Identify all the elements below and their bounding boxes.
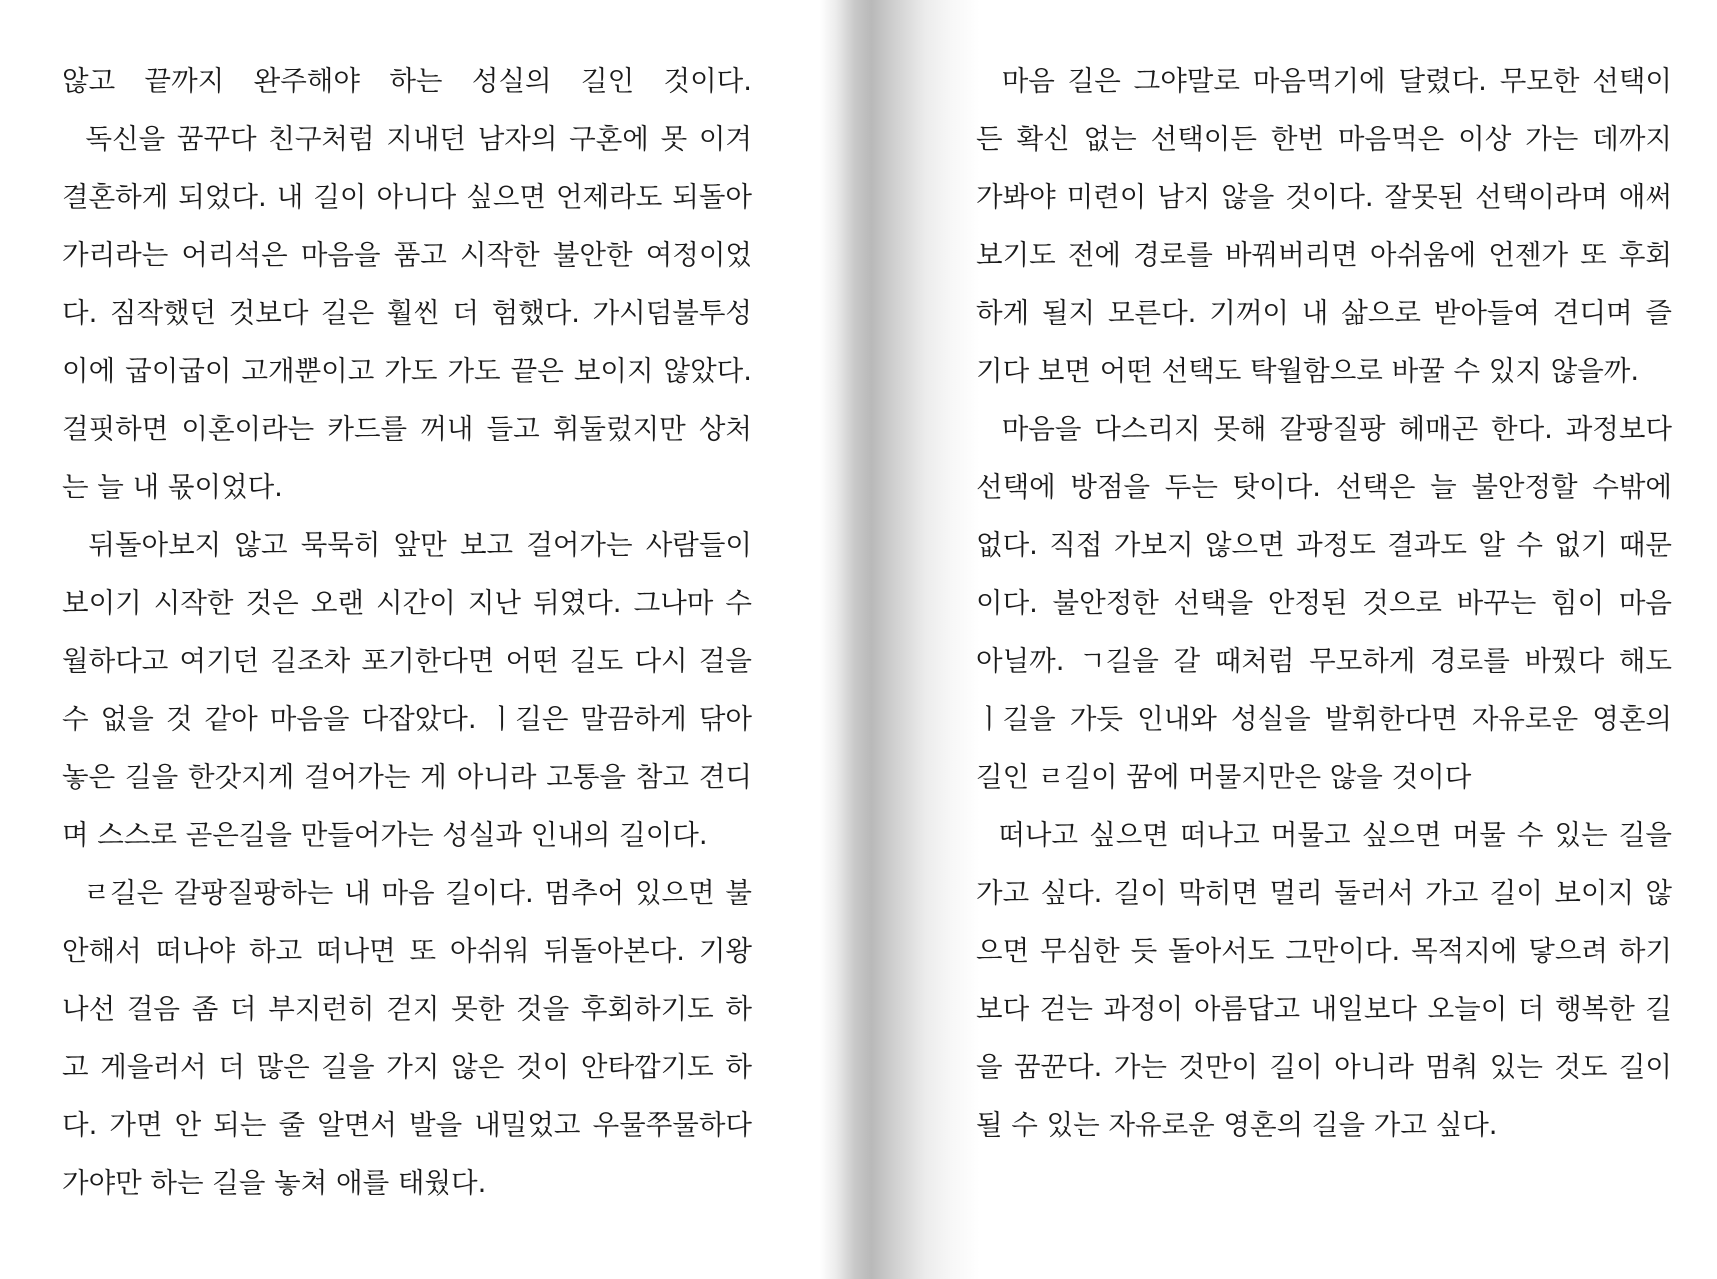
text-line: 뒤돌아보지 않고 묵묵히 앞만 보고 걸어가는 사람들이: [62, 529, 752, 561]
text-line: 결혼하게 되었다. 내 길이 아니다 싶으면 언제라도 되돌아: [62, 181, 752, 213]
text-line: 없다. 직접 가보지 않으면 과정도 결과도 알 수 없기 때문: [976, 529, 1672, 561]
text-line: 다. 가면 안 되는 줄 알면서 발을 내밀었고 우물쭈물하다: [62, 1109, 752, 1141]
text-line: 보이기 시작한 것은 오랜 시간이 지난 뒤였다. 그나마 수: [62, 587, 752, 619]
text-line: 을 꿈꾼다. 가는 것만이 길이 아니라 멈춰 있는 것도 길이: [976, 1051, 1672, 1083]
text-line: 보다 걷는 과정이 아름답고 내일보다 오늘이 더 행복한 길: [976, 993, 1672, 1025]
text-line: 떠나고 싶으면 떠나고 머물고 싶으면 머물 수 있는 길을: [976, 819, 1672, 851]
text-line: 이에 굽이굽이 고개뿐이고 가도 가도 끝은 보이지 않았다.: [62, 355, 752, 387]
text-line: 않고 끝까지 완주해야 하는 성실의 길인 것이다.: [62, 65, 752, 97]
text-line: 나선 걸음 좀 더 부지런히 걷지 못한 것을 후회하기도 하: [62, 993, 752, 1025]
text-line: ㄹ길은 갈팡질팡하는 내 마음 길이다. 멈추어 있으면 불: [62, 877, 752, 909]
text-line: 고 게을러서 더 많은 길을 가지 않은 것이 안타깝기도 하: [62, 1051, 752, 1083]
text-line: ㅣ길을 가듯 인내와 성실을 발휘한다면 자유로운 영혼의: [976, 703, 1672, 735]
text-line: 하게 될지 모른다. 기꺼이 내 삶으로 받아들여 견디며 즐: [976, 297, 1672, 329]
text-line: 가리라는 어리석은 마음을 품고 시작한 불안한 여정이었: [62, 239, 752, 271]
text-line: 월하다고 여기던 길조차 포기한다면 어떤 길도 다시 걸을: [62, 645, 752, 677]
text-line: 가고 싶다. 길이 막히면 멀리 둘러서 가고 길이 보이지 않: [976, 877, 1672, 909]
text-line: 마음 길은 그야말로 마음먹기에 달렸다. 무모한 선택이: [976, 65, 1672, 97]
text-line: 다. 짐작했던 것보다 길은 훨씬 더 험했다. 가시덤불투성: [62, 297, 752, 329]
right-page-text: [976, 52, 1672, 1154]
text-line: 될 수 있는 자유로운 영혼의 길을 가고 싶다.: [976, 1109, 1498, 1141]
text-line: 이다. 불안정한 선택을 안정된 것으로 바꾸는 힘이 마음: [976, 587, 1672, 619]
text-line: 보기도 전에 경로를 바꿔버리면 아쉬움에 언젠가 또 후회: [976, 239, 1672, 271]
text-line: 마음을 다스리지 못해 갈팡질팡 헤매곤 한다. 과정보다: [976, 413, 1672, 445]
text-line: 선택에 방점을 두는 탓이다. 선택은 늘 불안정할 수밖에: [976, 471, 1672, 503]
text-line: 아닐까. ㄱ길을 갈 때처럼 무모하게 경로를 바꿨다 해도: [976, 645, 1672, 677]
text-line: 으면 무심한 듯 돌아서도 그만이다. 목적지에 닿으려 하기: [976, 935, 1672, 967]
text-line: 기다 보면 어떤 선택도 탁월함으로 바꿀 수 있지 않을까.: [976, 355, 1640, 387]
text-line: 며 스스로 곧은길을 만들어가는 성실과 인내의 길이다.: [62, 819, 708, 851]
book-gutter-shadow: [820, 0, 980, 1279]
text-line: 수 없을 것 같아 마음을 다잡았다. ㅣ길은 말끔하게 닦아: [62, 703, 752, 735]
text-line: 걸핏하면 이혼이라는 카드를 꺼내 들고 휘둘렀지만 상처: [62, 413, 752, 445]
left-page-text: [62, 52, 752, 1212]
text-line: 안해서 떠나야 하고 떠나면 또 아쉬워 뒤돌아본다. 기왕: [62, 935, 752, 967]
text-line: 는 늘 내 몫이었다.: [62, 471, 283, 503]
text-line: 가봐야 미련이 남지 않을 것이다. 잘못된 선택이라며 애써: [976, 181, 1672, 213]
text-line: 가야만 하는 길을 놓쳐 애를 태웠다.: [62, 1167, 487, 1199]
text-line: 독신을 꿈꾸다 친구처럼 지내던 남자의 구혼에 못 이겨: [62, 123, 752, 155]
text-line: 놓은 길을 한갓지게 걸어가는 게 아니라 고통을 참고 견디: [62, 761, 752, 793]
text-line: 든 확신 없는 선택이든 한번 마음먹은 이상 가는 데까지: [976, 123, 1672, 155]
text-line: 길인 ㄹ길이 꿈에 머물지만은 않을 것이다: [976, 761, 1472, 793]
